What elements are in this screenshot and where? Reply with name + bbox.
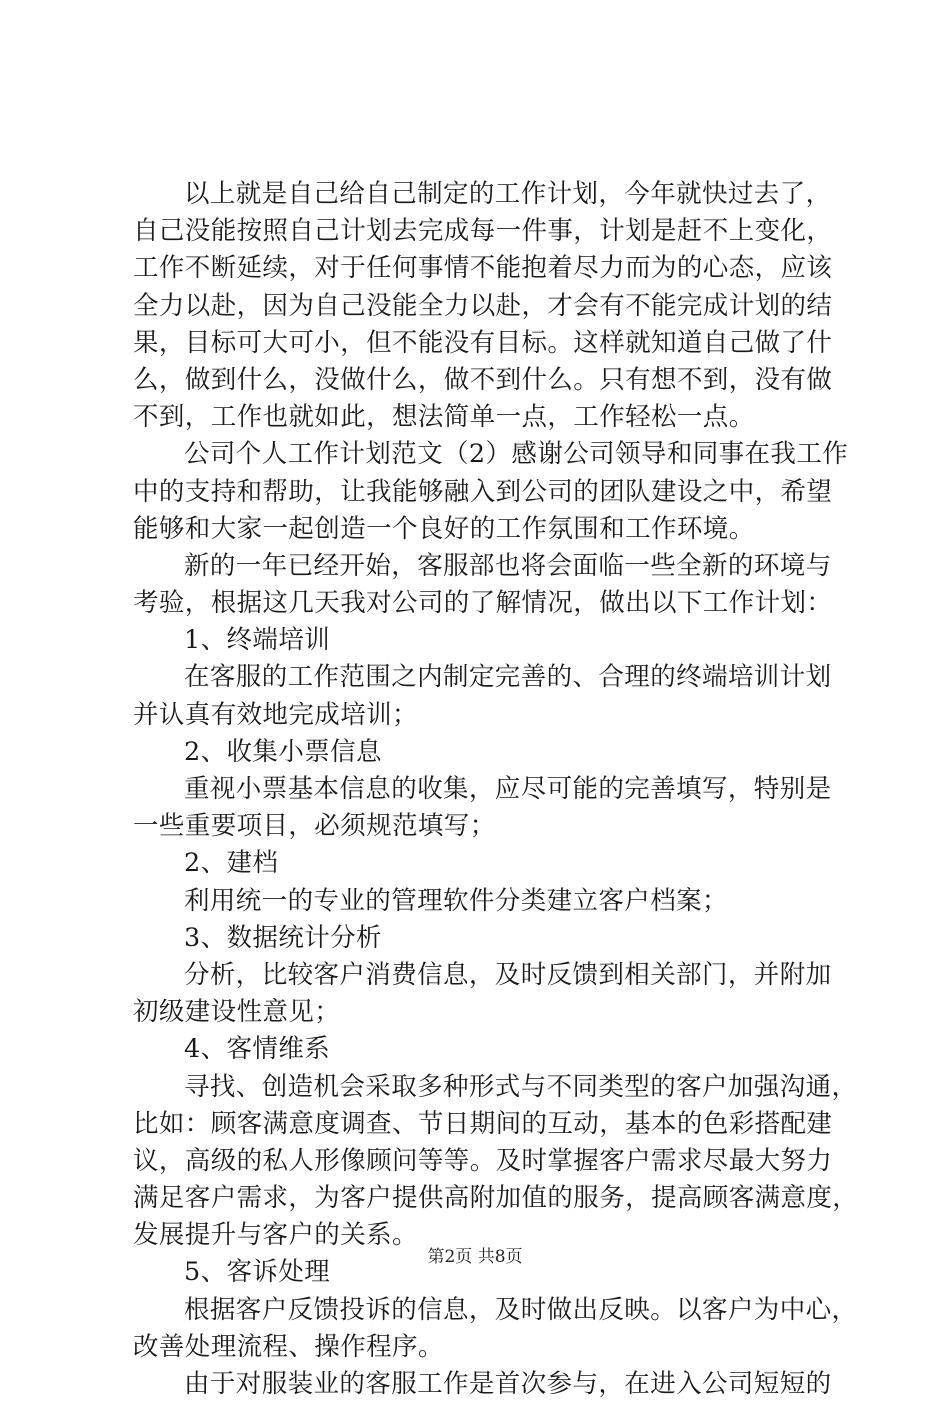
text-line: 发展提升与客户的关系。: [133, 1220, 418, 1251]
text-line: 3、数据统计分析: [184, 922, 382, 953]
text-line: 新的一年已经开始，客服部也将会面临一些全新的环境与: [184, 550, 832, 581]
text-line: 寻找、创造机会采取多种形式与不同类型的客户加强沟通，: [184, 1071, 858, 1102]
text-line: 果，目标可大可小，但不能没有目标。这样就知道自己做了什: [133, 327, 833, 358]
text-line: 自己没能按照自己计划去完成每一件事，计划是赶不上变化，: [133, 216, 833, 247]
text-line: 分析，比较客户消费信息，及时反馈到相关部门，并附加: [184, 959, 832, 990]
text-line: 初级建设性意见；: [133, 997, 341, 1028]
text-line: 1、终端培训: [184, 625, 331, 656]
text-line: 并认真有效地完成培训；: [133, 699, 418, 730]
text-line: 公司个人工作计划范文（2）感谢公司领导和同事在我工作: [184, 439, 849, 470]
text-line: 在客服的工作范围之内制定完善的、合理的终端培训计划: [184, 662, 832, 693]
text-line: 工作不断延续，对于任何事情不能抱着尽力而为的心态，应该: [133, 253, 833, 284]
text-line: 一些重要项目，必须规范填写；: [133, 811, 496, 842]
text-line: 5、客诉处理: [184, 1257, 331, 1288]
text-line: 2、收集小票信息: [184, 736, 382, 767]
text-line: 改善处理流程、操作程序。: [133, 1331, 444, 1362]
text-line: 能够和大家一起创造一个良好的工作氛围和工作环境。: [133, 513, 755, 544]
text-line: 2、建档: [184, 848, 279, 879]
body-text: [133, 176, 859, 1403]
text-line: 以上就是自己给自己制定的工作计划，今年就快过去了，: [184, 179, 832, 209]
text-line: 中的支持和帮助，让我能够融入到公司的团队建设之中，希望: [133, 476, 833, 507]
text-line: 考验，根据这几天我对公司的了解情况，做出以下工作计划：: [133, 588, 833, 619]
page-footer: 第2页 共8页: [427, 1247, 523, 1267]
text-line: 议，高级的私人形像顾问等等。及时掌握客户需求尽最大努力: [133, 1145, 833, 1176]
text-line: 不到，工作也就如此，想法简单一点，工作轻松一点。: [133, 402, 755, 433]
text-line: 全力以赴，因为自己没能全力以赴，才会有不能完成计划的结: [133, 290, 833, 321]
text-line: 满足客户需求，为客户提供高附加值的服务，提高顾客满意度，: [133, 1183, 859, 1214]
text-line: 利用统一的专业的管理软件分类建立客户档案；: [184, 885, 728, 916]
text-line: 么，做到什么，没做什么，做不到什么。只有想不到，没有做: [133, 364, 833, 395]
text-line: 重视小票基本信息的收集，应尽可能的完善填写，特别是: [184, 774, 832, 804]
text-line: 由于对服装业的客服工作是首次参与，在进入公司短短的: [184, 1369, 832, 1399]
text-line: 比如：顾客满意度调查、节日期间的互动，基本的色彩搭配建: [133, 1108, 833, 1139]
text-line: 4、客情维系: [184, 1034, 331, 1065]
text-line: 根据客户反馈投诉的信息，及时做出反映。以客户为中心，: [184, 1294, 858, 1325]
